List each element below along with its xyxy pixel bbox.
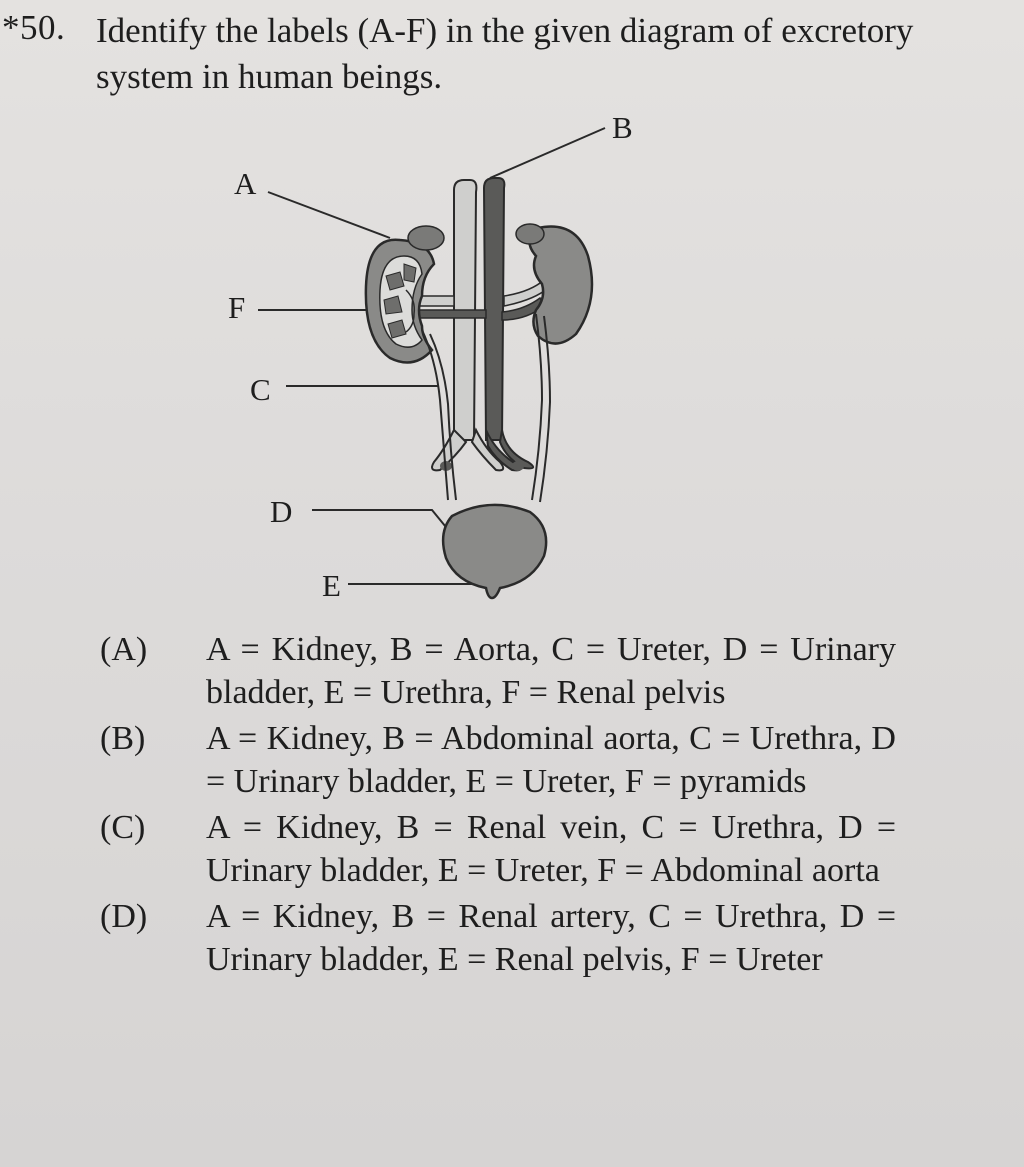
right-kidney xyxy=(516,224,592,344)
option-c[interactable] xyxy=(100,806,900,892)
leader-line-b xyxy=(490,128,605,178)
leader-line-d xyxy=(312,510,450,532)
option-b[interactable] xyxy=(100,717,900,803)
label-f: F xyxy=(228,290,246,325)
label-d: D xyxy=(270,494,293,529)
answer-options xyxy=(100,628,900,984)
left-kidney xyxy=(366,226,444,363)
option-text: A = Kidney, B = Aorta, C = Ureter, D = Urinary bladder, E = Urethra, F = Renal pelvis xyxy=(206,631,896,711)
question-text: Identify the labels (A-F) in the given diagram of excretory system in human beings. xyxy=(96,11,914,96)
question-number: *50. xyxy=(2,8,66,47)
option-letter: (A) xyxy=(100,631,148,668)
option-d[interactable] xyxy=(100,895,900,981)
option-letter: (D) xyxy=(100,898,148,935)
label-c: C xyxy=(250,372,271,407)
option-letter: (C) xyxy=(100,809,146,846)
option-text: A = Kidney, B = Abdominal aorta, C = Urethra, D = Urinary bladder, E = Ureter, F = pyramids xyxy=(206,720,896,800)
label-b: B xyxy=(612,110,633,145)
diagram-drawing xyxy=(200,100,700,620)
leader-line-a xyxy=(268,192,390,238)
label-e: E xyxy=(322,568,341,603)
excretory-system-diagram xyxy=(200,100,700,620)
option-text: A = Kidney, B = Renal vein, C = Urethra, D = Urinary bladder, E = Ureter, F = Abdominal aorta xyxy=(206,809,896,889)
option-text: A = Kidney, B = Renal artery, C = Urethra, D = Urinary bladder, E = Renal pelvis, F = Ureter xyxy=(206,898,896,978)
leader-line-e xyxy=(348,584,492,592)
option-a[interactable] xyxy=(100,628,900,714)
option-letter: (B) xyxy=(100,720,146,757)
label-a: A xyxy=(234,166,257,201)
main-vessels xyxy=(432,178,533,471)
